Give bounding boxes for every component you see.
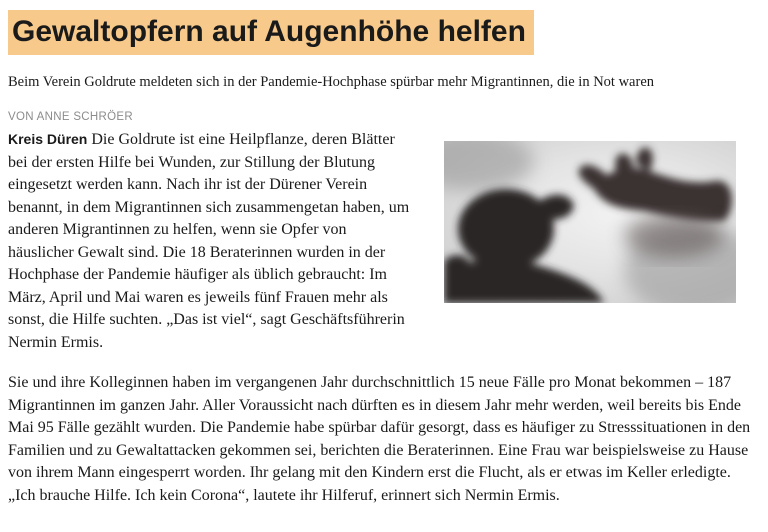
article-headline: Gewaltopfern auf Augenhöhe helfen	[8, 10, 534, 55]
article-dateline: Kreis Düren	[8, 131, 88, 147]
article-body-paragraph: Sie und ihre Kolleginnen haben im vergangenen Jahr durchschnittlich 15 neue Fälle pro Monat bekommen – 187 Migrantinnen im ganzen Jahr. Aller Voraussicht nach dürften es in diesem Jahr mehr werden, weil bereits bis Ende Mai 95 Fälle gezählt wurden. Die Pandemie habe spürbar dafür gesorgt, dass es häufiger zu Stresssituationen in den Familien und zu Gewaltattacken gekommen sei, berichten die Beraterinnen. Eine Frau war beispielsweise zu Hause von ihrem Mann eingesperrt worden. Ihr gelang mit den Kindern erst die Flucht, als er etwas im Keller erledigte. „Ich brauche Hilfe. Ich kein Corona“, lautete ihr Hilferuf, erinnert sich Nermin Ermis.	[8, 374, 751, 504]
article-byline: VON ANNE SCHRÖER	[8, 111, 133, 123]
article-subheadline: Beim Verein Goldrute meldeten sich in der Pandemie-Hochphase spürbar mehr Migrantinnen, die in Not waren	[8, 74, 655, 90]
article-lead-paragraph	[8, 128, 413, 354]
lead-text: Die Goldrute ist eine Heilpflanze, deren Blätter bei der ersten Hilfe bei Wunden, zur Stillung der Blutung eingesetzt werden kann. Nach ihr ist der Dürener Verein benannt, in dem Migrantinnen sich zusammengetan haben, um anderen Migrantinnen zu helfen, wenn sie Opfer von häuslicher Gewalt sind. Die 18 Beraterinnen wurden in der Hochphase der Pandemie häufiger als üblich gebraucht: Im März, April und Mai waren es jeweils fünf Frauen mehr als sonst, die Hilfe suchten. „Das ist viel“, sagt Geschäftsführerin Nermin Ermis.	[8, 131, 410, 351]
silhouette-illustration	[444, 141, 736, 303]
article-photo	[444, 141, 736, 303]
